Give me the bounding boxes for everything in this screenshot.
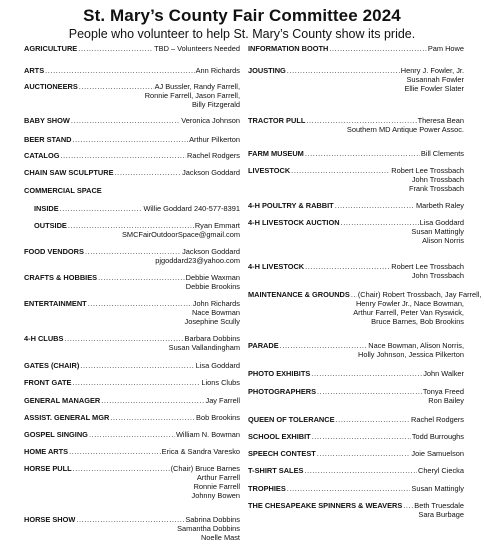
role-label: ENTERTAINMENT [24,299,87,308]
person-name: Ellie Fowler Slater [404,83,464,93]
dot-leader [287,67,400,76]
right-entry [248,485,464,494]
role-label: HOME ARTS [24,447,69,456]
person-name: Sabrina Dobbins [185,515,240,524]
person-name: Arthur Pilkerton [189,135,240,144]
dot-leader [64,335,183,344]
person-name: John Trossbach [411,174,464,184]
dot-leader [317,388,422,397]
role-label: THE CHESAPEAKE SPINNERS & WEAVERS [248,501,403,510]
person-name: Theresa Bean [417,116,464,125]
right-entry [248,342,464,360]
person-name: Veronica Johnson [181,116,240,125]
dot-leader [69,448,161,457]
dot-leader [304,467,417,476]
entry-line [24,448,240,457]
role-label: PHOTO EXHIBITS [248,369,311,378]
person-name: (Chair) Bruce Barnes [170,464,240,473]
dot-leader [335,202,415,211]
person-name: Nace Bowman, Alison Norris, [368,341,464,350]
role-label: SCHOOL EXHIBIT [248,432,311,441]
left-entry [24,335,240,353]
left-entry [24,397,240,406]
dot-leader [115,169,182,178]
dot-leader [317,450,411,459]
entry-line [248,45,464,54]
person-name: Bob Brookins [196,413,240,422]
entry-line [248,467,464,476]
right-entry [248,467,464,476]
dot-leader [305,263,390,272]
right-entry [248,370,464,379]
entry-line [248,416,464,425]
person-name: Todd Burroughs [411,432,464,441]
dot-leader [60,205,143,214]
right-entry [248,67,464,94]
role-label: GOSPEL SINGING [24,430,88,439]
person-name: John Richards [192,299,240,308]
left-entry [24,152,240,161]
right-entry [248,502,464,520]
left-entry [24,83,240,110]
right-entry [248,388,464,406]
person-name: Marbeth Raley [415,201,464,210]
dot-leader [341,219,419,228]
role-label: FOOD VENDORS [24,247,84,256]
entry-line [24,431,240,440]
left-entry [24,300,240,327]
person-name: Ann Richards [195,66,240,75]
person-name: Susan Mattingly [411,226,464,236]
role-label: INFORMATION BOOTH [248,44,329,53]
right-entry [248,202,464,211]
entry-line [24,67,240,76]
dot-leader [311,370,422,379]
role-label: QUEEN OF TOLERANCE [248,415,335,424]
person-name: Barbara Dobbins [184,334,240,343]
entry-line [248,433,464,442]
person-name: Sara Burbage [418,509,464,519]
person-name: Holly Johnson, Jessica Pilkerton [358,349,464,359]
person-name: John Trossbach [411,270,464,280]
left-entry [24,222,240,240]
dot-leader [280,342,368,351]
right-entry [248,433,464,442]
dot-leader [73,379,201,388]
dot-leader [329,45,427,54]
role-label: COMMERCIAL SPACE [24,186,102,195]
left-entry [24,431,240,440]
dot-leader [88,300,192,309]
entry-line [24,45,240,54]
entry-line [248,202,464,211]
dot-leader [98,274,185,283]
role-label: 4-H CLUBS [24,334,64,343]
person-name: Erica & Sandra Varesko [161,447,240,456]
left-entry [24,448,240,457]
dot-leader [80,362,194,371]
role-label: GENERAL MANAGER [24,396,101,405]
person-name: Jay Farrell [205,396,240,405]
dot-leader [45,67,195,76]
role-label: ASSIST. GENERAL MGR [24,413,110,422]
person-name: Joie Samuelson [411,449,464,458]
dot-leader [312,433,411,442]
person-name: Pam Howe [427,44,464,53]
person-name: TBD – Volunteers Needed [154,44,240,53]
person-name: Josephine Scully [184,316,240,326]
person-name: Henry J. Fowler, Jr. [400,66,464,75]
entry-line [248,370,464,379]
person-name: Rachel Rodgers [187,151,240,160]
role-label: AUCTIONEERS [24,82,78,91]
dot-leader [287,485,411,494]
entry-line [248,485,464,494]
person-name: pjgoddard23@yahoo.com [155,255,240,265]
right-entry [248,450,464,459]
person-name: Arthur Farrell [196,472,240,482]
left-entry [24,465,240,501]
person-name: Debbie Waxman [185,273,240,282]
person-name: (Chair) Robert Trossbach, Jay Farrell, [357,290,482,299]
entry-line [24,169,240,178]
dot-leader [101,397,204,406]
entry-line [24,205,240,214]
role-label: INSIDE [34,204,59,213]
role-label: T-SHIRT SALES [248,466,304,475]
entry-line [24,362,240,371]
person-name: William N. Bowman [175,430,240,439]
role-label: FARM MUSEUM [248,149,304,158]
person-name: Lisa Goddard [195,361,240,370]
left-entry [24,117,240,126]
left-entry [24,274,240,292]
person-name: Lions Clubs [201,378,240,387]
role-label: PHOTOGRAPHERS [248,387,317,396]
entry-line [248,450,464,459]
page-subtitle: People who volunteer to help St. Mary’s County show its pride. [68,27,416,41]
person-name: Robert Lee Trossbach [391,166,464,175]
left-entry [24,379,240,388]
role-label: JOUSTING [248,66,286,75]
role-label: 4-H POULTRY & RABBIT [248,201,334,210]
person-name: Alison Norris [422,235,464,245]
dot-leader [403,502,413,511]
person-name: Cheryl Ciecka [417,466,464,475]
person-name: SMCFairOutdoorSpace@gmail.com [122,229,240,239]
person-name: Samantha Dobbins [177,523,240,533]
entry-line [24,414,240,423]
dot-leader [71,117,180,126]
right-entry [248,416,464,425]
left-entry [24,45,240,54]
role-label: HORSE SHOW [24,515,76,524]
entry-line [24,187,240,196]
role-label: BEER STAND [24,135,72,144]
person-name: Debbie Brookins [185,281,240,291]
role-label: GATES (CHAIR) [24,361,80,370]
person-name: Susan Mattingly [411,484,464,493]
dot-leader [76,516,184,525]
person-name: Beth Truesdale [414,501,464,510]
dot-leader [60,152,186,161]
entry-line [24,117,240,126]
dot-leader [291,167,390,176]
person-name: Nace Bowman [191,307,240,317]
role-label: MAINTENANCE & GROUNDS [248,290,350,299]
person-name: Billy Fitzgerald [191,99,240,109]
right-entry [248,290,482,327]
person-name: Jackson Goddard [182,247,240,256]
left-entry [24,516,240,543]
entry-line [248,150,464,159]
role-label: PARADE [248,341,279,350]
dot-leader [110,414,195,423]
right-entry [248,117,464,135]
role-label: CHAIN SAW SCULPTURE [24,168,114,177]
entry-line [24,136,240,145]
person-name: Henry Fowler Jr., Nace Bowman, [355,298,464,308]
right-entry [248,219,464,246]
person-name: John Walker [423,369,464,378]
left-entry [24,169,240,178]
person-name: Susannah Fowler [406,74,464,84]
role-label: CATALOG [24,151,60,160]
person-name: Ron Bailey [428,395,464,405]
role-label: HORSE PULL [24,464,72,473]
role-label: LIVESTOCK [248,166,291,175]
dot-leader [89,431,175,440]
dot-leader [73,465,170,474]
dot-leader [78,45,153,54]
person-name: Southern MD Antique Power Assoc. [346,124,464,134]
person-name: Willie Goddard 240-577-8391 [143,204,240,213]
person-name: AJ Bussler, Randy Farrell, [154,82,240,91]
dot-leader [73,136,189,145]
person-name: Susan Vallandingham [168,342,240,352]
right-entry [248,167,464,194]
role-label: OUTSIDE [34,221,67,230]
person-name: Jackson Goddard [182,168,240,177]
person-name: Tonya Freed [422,387,464,396]
dot-leader [336,416,410,425]
person-name: Ryan Emmart [194,221,240,230]
role-label: TROPHIES [248,484,286,493]
person-name: Ronnie Farrell, Jason Farrell, [144,90,240,100]
role-label: CRAFTS & HOBBIES [24,273,98,282]
person-name: Rachel Rodgers [411,415,464,424]
left-entry [24,205,240,214]
person-name: Johnny Bowen [191,490,240,500]
person-name: Frank Trossbach [408,183,464,193]
role-label: FRONT GATE [24,378,72,387]
left-entry [24,414,240,423]
role-label: AGRICULTURE [24,44,78,53]
role-label: 4-H LIVESTOCK [248,262,305,271]
page-title: St. Mary’s County Fair Committee 2024 [83,6,401,25]
person-name: Robert Lee Trossbach [391,262,464,271]
role-label: ARTS [24,66,45,75]
right-entry [248,150,464,159]
right-entry [248,263,464,281]
role-label: SPEECH CONTEST [248,449,316,458]
left-entry [24,248,240,266]
dot-leader [305,150,420,159]
person-name: Arthur Farrell, Peter Van Ryswick, [353,307,464,317]
person-name: Ronnie Farrell [193,481,240,491]
role-label: 4-H LIVESTOCK AUCTION [248,218,340,227]
left-entry [24,136,240,145]
right-entry [248,45,464,54]
left-entry [24,187,240,196]
entry-line [24,397,240,406]
person-name: Bruce Barnes, Bob Brookins [371,316,464,326]
person-name: Bill Clements [420,149,464,158]
dot-leader [79,83,154,92]
left-entry [24,67,240,76]
role-label: TRACTOR PULL [248,116,306,125]
person-name: Lisa Goddard [419,218,464,227]
entry-line [24,379,240,388]
role-label: BABY SHOW [24,116,70,125]
left-entry [24,362,240,371]
entry-line [24,152,240,161]
person-name: Noelle Mast [200,532,240,542]
